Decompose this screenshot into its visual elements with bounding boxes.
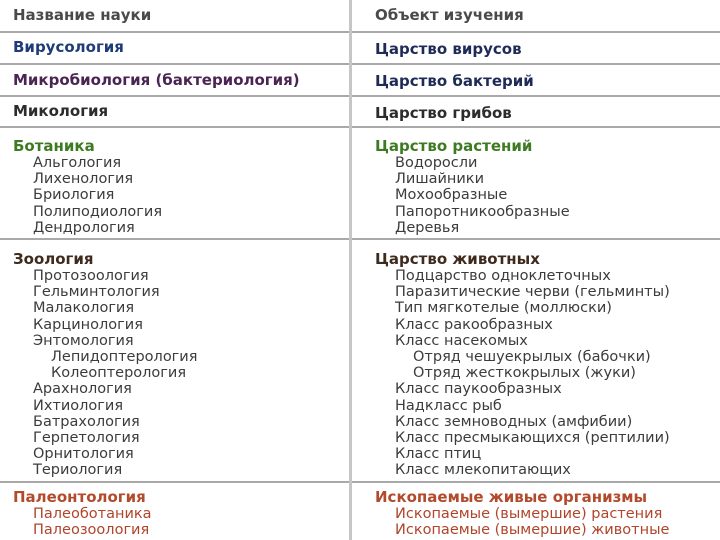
- object-botany-cell: [375, 137, 715, 236]
- object-sub: Ископаемые (вымершие) животные: [395, 522, 670, 539]
- science-botany-cell: [13, 137, 343, 236]
- science-sub: Альгология: [33, 155, 122, 171]
- science-botany: Ботаника: [13, 137, 95, 155]
- object-sub: Паразитические черви (гельминты): [395, 284, 670, 301]
- science-sub: Палеоботаника: [33, 506, 152, 522]
- object-paleontology: Ископаемые живые организмы: [375, 488, 648, 506]
- object-sub: Ископаемые (вымершие) растения: [395, 506, 663, 522]
- object-mycology: Царство грибов: [375, 104, 512, 122]
- object-sub: Лишайники: [395, 171, 484, 188]
- object-sub: Класс млекопитающих: [395, 462, 571, 479]
- object-zoology-cell: [375, 250, 715, 479]
- science-sub: Полиподиология: [33, 203, 163, 220]
- object-sub: Отряд чешуекрылых (бабочки): [413, 349, 651, 366]
- science-sub: Ихтиология: [33, 397, 124, 414]
- object-zoology: Царство животных: [375, 250, 540, 268]
- science-sub: Орнитология: [33, 446, 134, 463]
- column-divider: [349, 0, 352, 540]
- science-sub: Малакология: [33, 300, 135, 317]
- science-sub: Протозоология: [33, 268, 149, 284]
- science-mycology: Микология: [13, 102, 109, 120]
- row-mycology: [0, 97, 720, 128]
- science-sub: Энтомология: [33, 332, 134, 349]
- object-sub: Водоросли: [395, 155, 478, 171]
- science-virology: Вирусология: [13, 38, 124, 56]
- science-sub: Териология: [33, 462, 123, 479]
- science-sub: Арахнология: [33, 381, 132, 398]
- science-sub: Бриология: [33, 187, 115, 204]
- row-zoology: [0, 240, 720, 483]
- row-paleontology: [0, 483, 720, 540]
- science-zoology: Зоология: [13, 250, 94, 268]
- object-sub: Мохообразные: [395, 187, 508, 204]
- object-botany: Царство растений: [375, 137, 533, 155]
- object-virology: Царство вирусов: [375, 40, 522, 58]
- science-microbiology: Микробиология (бактериология): [13, 71, 300, 89]
- science-sub: Колеоптерология: [51, 365, 187, 382]
- header-science: Название науки: [13, 6, 152, 24]
- science-sub: Герпетология: [33, 430, 140, 447]
- row-microbiology: [0, 65, 720, 97]
- object-sub: Деревья: [395, 219, 460, 236]
- object-sub: Отряд жесткокрылых (жуки): [413, 365, 636, 382]
- science-sub: Гельминтология: [33, 284, 160, 301]
- science-sub: Лепидоптерология: [51, 349, 198, 366]
- object-sub: Папоротникообразные: [395, 203, 570, 220]
- science-zoology-cell: [13, 250, 343, 479]
- science-sub: Палеозоология: [33, 522, 150, 539]
- header-object: Объект изучения: [375, 6, 524, 24]
- science-sub: Карцинология: [33, 316, 143, 333]
- object-sub: Класс ракообразных: [395, 316, 553, 333]
- science-sub: Дендрология: [33, 219, 135, 236]
- science-paleontology-cell: [13, 488, 343, 538]
- object-sub: Класс пресмыкающихся (рептилии): [395, 430, 670, 447]
- object-sub: Подцарство одноклеточных: [395, 268, 611, 284]
- object-paleontology-cell: [375, 488, 715, 538]
- object-sub: Класс птиц: [395, 446, 482, 463]
- science-sub: Лихенология: [33, 171, 134, 188]
- science-paleontology: Палеонтология: [13, 488, 146, 506]
- object-sub: Класс паукообразных: [395, 381, 562, 398]
- object-sub: Надкласс рыб: [395, 397, 502, 414]
- header-row: [0, 0, 720, 33]
- object-sub: Класс земноводных (амфибии): [395, 413, 633, 430]
- object-sub: Тип мягкотелые (моллюски): [395, 300, 612, 317]
- row-virology: [0, 33, 720, 65]
- science-sub: Батрахология: [33, 413, 140, 430]
- object-microbiology: Царство бактерий: [375, 72, 534, 90]
- row-botany: [0, 128, 720, 240]
- object-sub: Класс насекомых: [395, 332, 528, 349]
